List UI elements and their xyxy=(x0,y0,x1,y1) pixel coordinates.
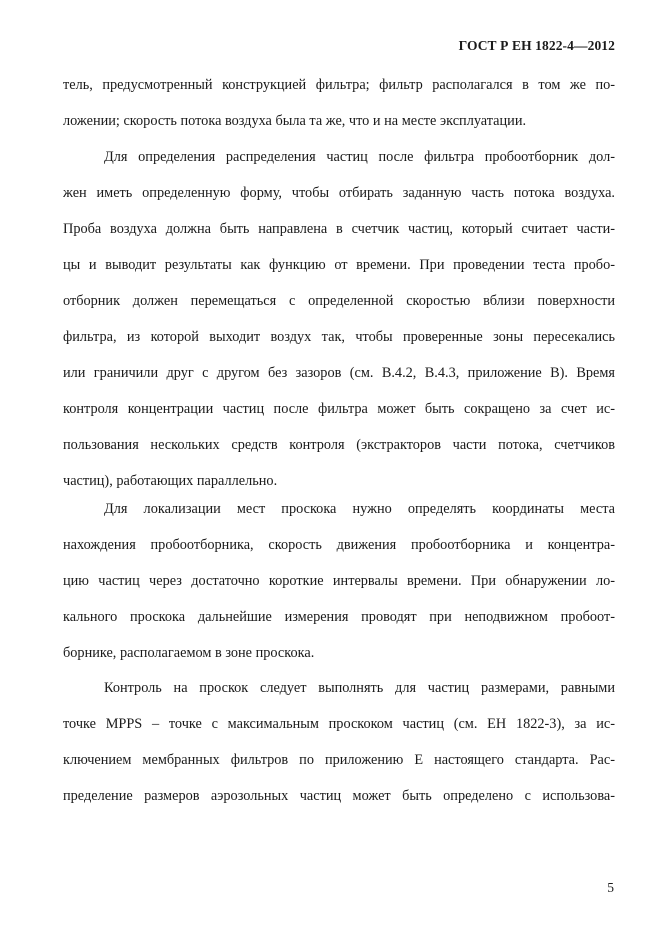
page-number: 5 xyxy=(607,880,614,895)
paragraph-3 xyxy=(63,491,615,671)
text-line: кального проскока дальнейшие измерения проводят при неподвижном пробоот- xyxy=(63,609,615,625)
text-line: Контроль на проскок следует выполнять для частиц размерами, равными xyxy=(104,680,615,696)
text-line: Для локализации мест проскока нужно определять координаты места xyxy=(104,501,615,517)
text-line: ключением мембранных фильтров по приложению Е настоящего стандарта. Рас- xyxy=(63,752,615,768)
text-line: контроля концентрации частиц после фильтра может быть сокращено за счет ис- xyxy=(63,401,615,417)
text-line: отборник должен перемещаться с определенной скоростью вблизи поверхности xyxy=(63,293,615,309)
text-line: или граничили друг с другом без зазоров (см. В.4.2, В.4.3, приложение В). Время xyxy=(63,365,615,381)
paragraph-2 xyxy=(63,139,615,499)
text-line: точке MPPS – точке с максимальным проскоком частиц (см. ЕН 1822-3), за ис- xyxy=(63,716,615,732)
paragraph-1 xyxy=(63,67,615,139)
text-line: цию частиц через достаточно короткие интервалы времени. При обнаружении ло- xyxy=(63,573,615,589)
text-line: тель, предусмотренный конструкцией фильтра; фильтр располагался в том же по- xyxy=(63,77,615,93)
text-line: цы и выводит результаты как функцию от времени. При проведении теста пробо- xyxy=(63,257,615,273)
text-line: пользования нескольких средств контроля (экстракторов части потока, счетчиков xyxy=(63,437,615,453)
text-line: фильтра, из которой выходит воздух так, чтобы проверенные зоны пересекались xyxy=(63,329,615,345)
text-line: Для определения распределения частиц после фильтра пробоотборник дол- xyxy=(104,149,615,165)
text-line: нахождения пробоотборника, скорость движения пробоотборника и концентра- xyxy=(63,537,615,553)
text-line: Проба воздуха должна быть направлена в счетчик частиц, который считает части- xyxy=(63,221,615,237)
text-line: ложении; скорость потока воздуха была та же, что и на месте эксплуатации. xyxy=(63,113,527,129)
text-line: частиц), работающих параллельно. xyxy=(63,473,278,489)
text-line: борнике, располагаемом в зоне проскока. xyxy=(63,645,315,661)
text-line: жен иметь определенную форму, чтобы отбирать заданную часть потока воздуха. xyxy=(63,185,615,201)
text-line: пределение размеров аэрозольных частиц может быть определено с использова- xyxy=(63,788,615,804)
paragraph-4 xyxy=(63,670,615,814)
standard-header: ГОСТ Р ЕН 1822-4—2012 xyxy=(458,38,615,53)
